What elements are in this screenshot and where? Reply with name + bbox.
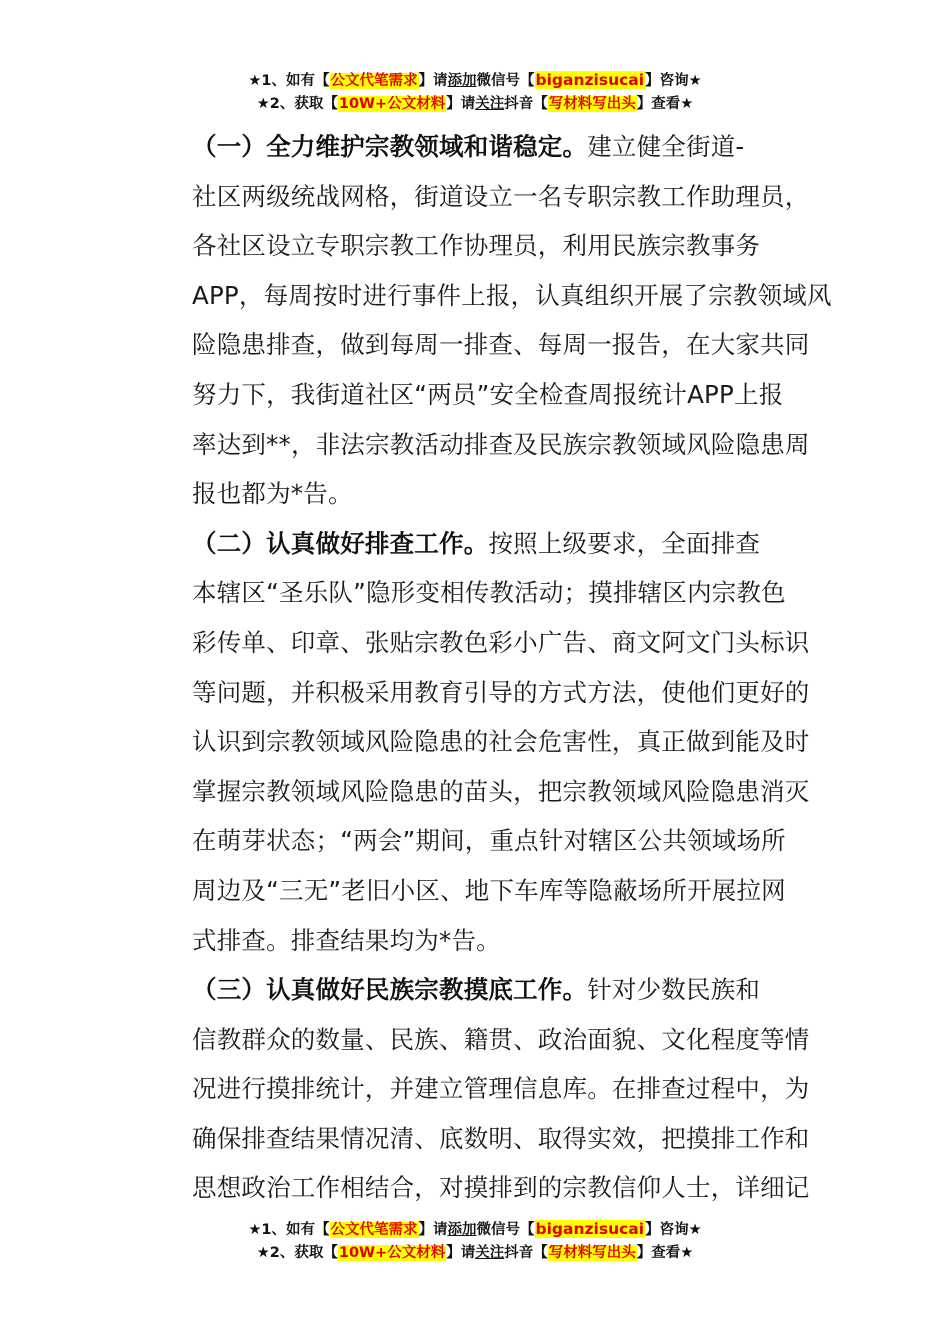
body-line: 率达到**，非法宗教活动排查及民族宗教领域风险隐患周: [192, 429, 810, 459]
body-line: 险隐患排查，做到每周一排查、每周一报告，在大家共同: [192, 330, 810, 360]
body-line: 彩传单、印章、张贴宗教色彩小广告、商文阿文门头标识: [192, 627, 810, 657]
highlight-service: 公文代笔需求: [330, 73, 418, 89]
body-line: 社区两级统战网格，街道设立一名专职宗教工作助理员，: [192, 181, 810, 211]
body-line: 信教群众的数量、民族、籍贯、政治面貌、文化程度等情: [192, 1024, 810, 1054]
body-line: 周边及“三无”老旧小区、地下车库等隐蔽场所开展拉网: [192, 875, 786, 905]
underlined-text: 添加: [447, 73, 477, 89]
banner-line-1: [0, 1218, 950, 1242]
banner-text: 】请: [418, 1222, 448, 1238]
paragraph-2: [143, 519, 811, 965]
douyin-account: 写材料写出头: [548, 96, 636, 112]
banner-text: 抖音【: [504, 1245, 548, 1261]
body-line: 掌握宗教领域风险隐患的苗头，把宗教领域风险隐患消灭: [192, 776, 810, 806]
header-banner: [0, 69, 950, 116]
body-line: 本辖区“圣乐队”隐形变相传教活动；摸排辖区内宗教色: [192, 578, 786, 608]
paragraph-1: [143, 122, 832, 519]
body-line: 确保排查结果情况清、底数明、取得实效，把摸排工作和: [192, 1123, 810, 1153]
body-line: 努力下，我街道社区“两员”安全检查周报统计APP上报: [192, 379, 784, 409]
body-text: 针对少数民族和: [587, 975, 761, 1005]
underlined-text: 关注: [475, 96, 505, 112]
banner-text: 抖音【: [504, 96, 548, 112]
underlined-text: 添加: [447, 1222, 477, 1238]
banner-text: 】请: [418, 73, 448, 89]
paragraph-heading: （三）认真做好民族宗教摸底工作。: [192, 975, 588, 1005]
banner-text: ★2、获取【: [256, 96, 338, 112]
banner-text: 】请: [446, 96, 476, 112]
banner-line-1: [0, 69, 950, 93]
banner-text: 微信号【: [476, 73, 535, 89]
footer-banner: [0, 1218, 950, 1265]
body-line: 在萌芽状态；“两会”期间，重点针对辖区公共领域场所: [192, 826, 786, 856]
body-line: 报也都为*告。: [192, 479, 353, 509]
underlined-text: 关注: [475, 1245, 505, 1261]
banner-text: 微信号【: [476, 1222, 535, 1238]
banner-text: ★1、如有【: [248, 1222, 330, 1238]
paragraph-heading: （一）全力维护宗教领域和谐稳定。: [192, 132, 588, 161]
highlight-materials: 10W+公文材料: [338, 1245, 446, 1261]
banner-text: 】查看★: [636, 96, 694, 112]
banner-line-2: [0, 93, 950, 116]
body-text: 建立健全街道-: [587, 132, 745, 161]
douyin-account: 写材料写出头: [548, 1245, 636, 1261]
paragraph-heading: （二）认真做好排查工作。: [192, 528, 489, 558]
document-body: [143, 122, 832, 1213]
body-line: 思想政治工作相结合，对摸排到的宗教信仰人士，详细记: [192, 1173, 810, 1203]
banner-line-2: [0, 1242, 950, 1265]
body-line: 认识到宗教领域风险隐患的社会危害性，真正做到能及时: [192, 727, 810, 757]
banner-text: ★1、如有【: [248, 73, 330, 89]
banner-text: 】查看★: [636, 1245, 694, 1261]
body-line: 等问题，并积极采用教育引导的方式方法，使他们更好的: [192, 677, 810, 707]
body-line: APP，每周按时进行事件上报，认真组织开展了宗教领域风: [192, 280, 832, 310]
banner-text: ★2、获取【: [256, 1245, 338, 1261]
highlight-service: 公文代笔需求: [330, 1222, 418, 1238]
body-line: 各社区设立专职宗教工作协理员，利用民族宗教事务: [192, 231, 761, 261]
banner-text: 】咨询★: [645, 1222, 702, 1238]
body-line: 式排查。排查结果均为*告。: [192, 925, 501, 955]
wechat-id: biganzisucai: [535, 71, 645, 89]
body-text: 按照上级要求，全面排查: [488, 528, 761, 558]
banner-text: 】请: [446, 1245, 476, 1261]
body-line: 况进行摸排统计，并建立管理信息库。在排查过程中，为: [192, 1074, 810, 1104]
banner-text: 】咨询★: [645, 73, 702, 89]
wechat-id: biganzisucai: [535, 1220, 645, 1238]
paragraph-3: [143, 965, 811, 1213]
highlight-materials: 10W+公文材料: [338, 96, 446, 112]
